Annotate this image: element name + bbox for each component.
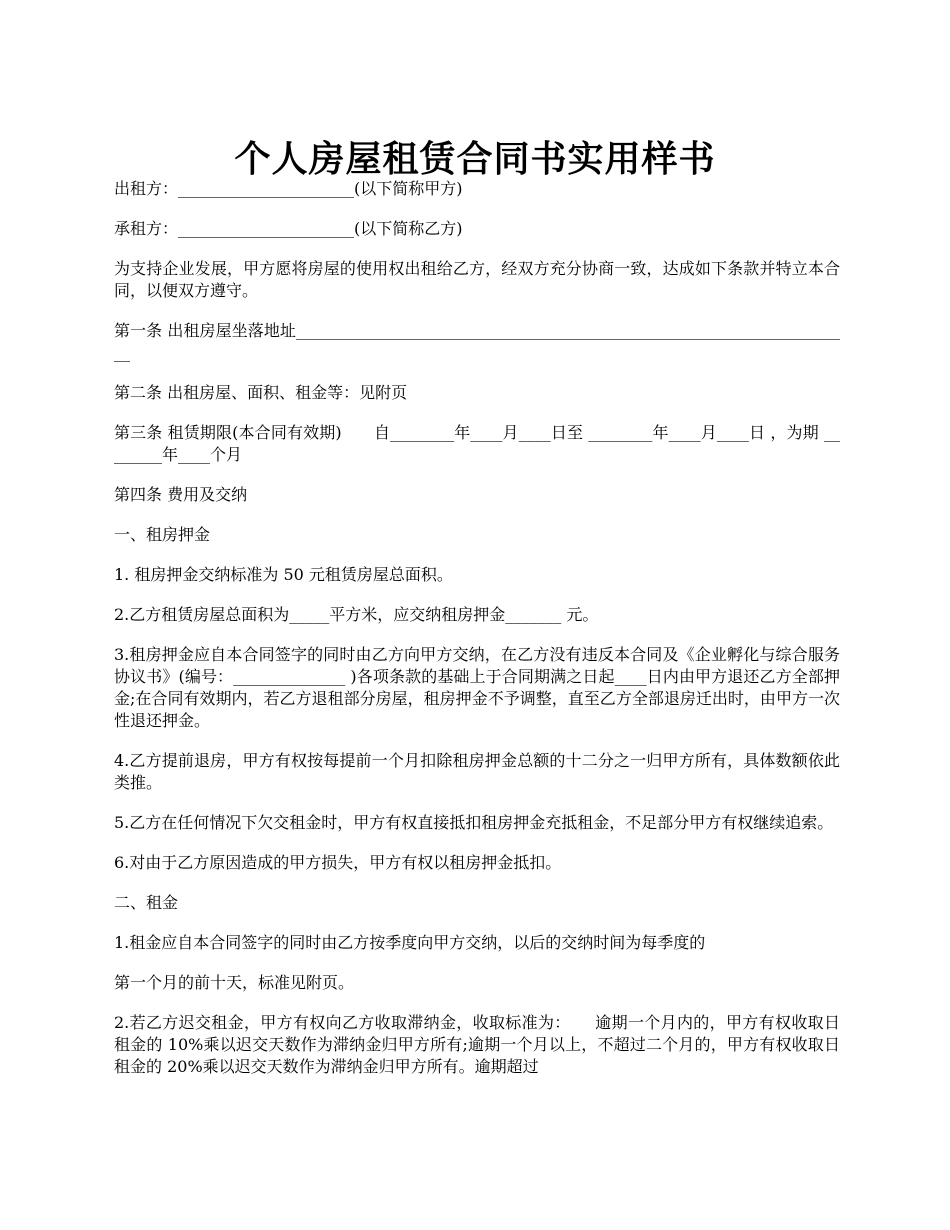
deposit-clause-5: 5.乙方在任何情况下欠交租金时，甲方有权直接抵扣租房押金充抵租金，不足部分甲方有权继续追索。 [114, 813, 834, 832]
rent-clause-1: 1.租金应自本合同签字的同时由乙方按季度向甲方交纳，以后的交纳时间为每季度的 [114, 933, 706, 952]
lessor-line: 出租方：______________________(以下简称甲方) [114, 179, 463, 198]
lessee-line: 承租方：______________________(以下简称乙方) [114, 219, 463, 238]
section-rent-heading: 二、租金 [114, 893, 179, 912]
preamble-paragraph: 为支持企业发展，甲方愿将房屋的使用权出租给乙方，经双方充分协商一致，达成如下条款并特立本合同，以便双方遵守。 [114, 259, 840, 300]
document-body [114, 178, 840, 1096]
deposit-clause-2: 2.乙方租赁房屋总面积为_____平方米，应交纳租房押金_______ 元。 [114, 605, 599, 624]
article-1-address: 第一条 出租房屋坐落地址______________________________________________________________________ [114, 321, 840, 362]
article-3-term: 第三条 租赁期限(本合同有效期) 自________年____月____日至 ________年____月____日 ，为期 ________年____个月 [114, 423, 840, 464]
rent-clause-1-continued: 第一个月的前十天，标准见附页。 [114, 973, 355, 992]
article-2-property: 第二条 出租房屋、面积、租金等：见附页 [114, 383, 408, 402]
deposit-clause-6: 6.对由于乙方原因造成的甲方损失，甲方有权以租房押金抵扣。 [114, 853, 562, 872]
deposit-clause-4: 4.乙方提前退房，甲方有权按每提前一个月扣除租房押金总额的十二分之一归甲方所有，具体数额依此类推。 [114, 751, 840, 792]
deposit-clause-3: 3.租房押金应自本合同签字的同时由乙方向甲方交纳，在乙方没有违反本合同及《企业孵化与综合服务协议书》(编号：______________ )各项条款的基础上于合同期满之日起____日内由甲方退还乙方全部押金;在合同有效期内，若乙方退租部分房屋，租房押金不予调整，直至乙方全部退房迁出时，由甲方一次性退还押金。 [114, 645, 840, 730]
article-4-heading: 第四条 费用及交纳 [114, 485, 248, 504]
document-title: 个人房屋租赁合同书实用样书 [234, 138, 716, 181]
rent-clause-2: 2.若乙方迟交租金，甲方有权向乙方收取滞纳金，收取标准为： 逾期一个月内的，甲方有权收取日租金的 10%乘以迟交天数作为滞纳金归甲方所有;逾期一个月以上，不超过二个月的，甲方有权收取日租金的 20%乘以迟交天数作为滞纳金归甲方所有。逾期超过 [114, 1013, 840, 1076]
section-deposit-heading: 一、租房押金 [114, 525, 211, 544]
deposit-clause-1: 1. 租房押金交纳标准为 50 元租赁房屋总面积。 [114, 565, 453, 584]
